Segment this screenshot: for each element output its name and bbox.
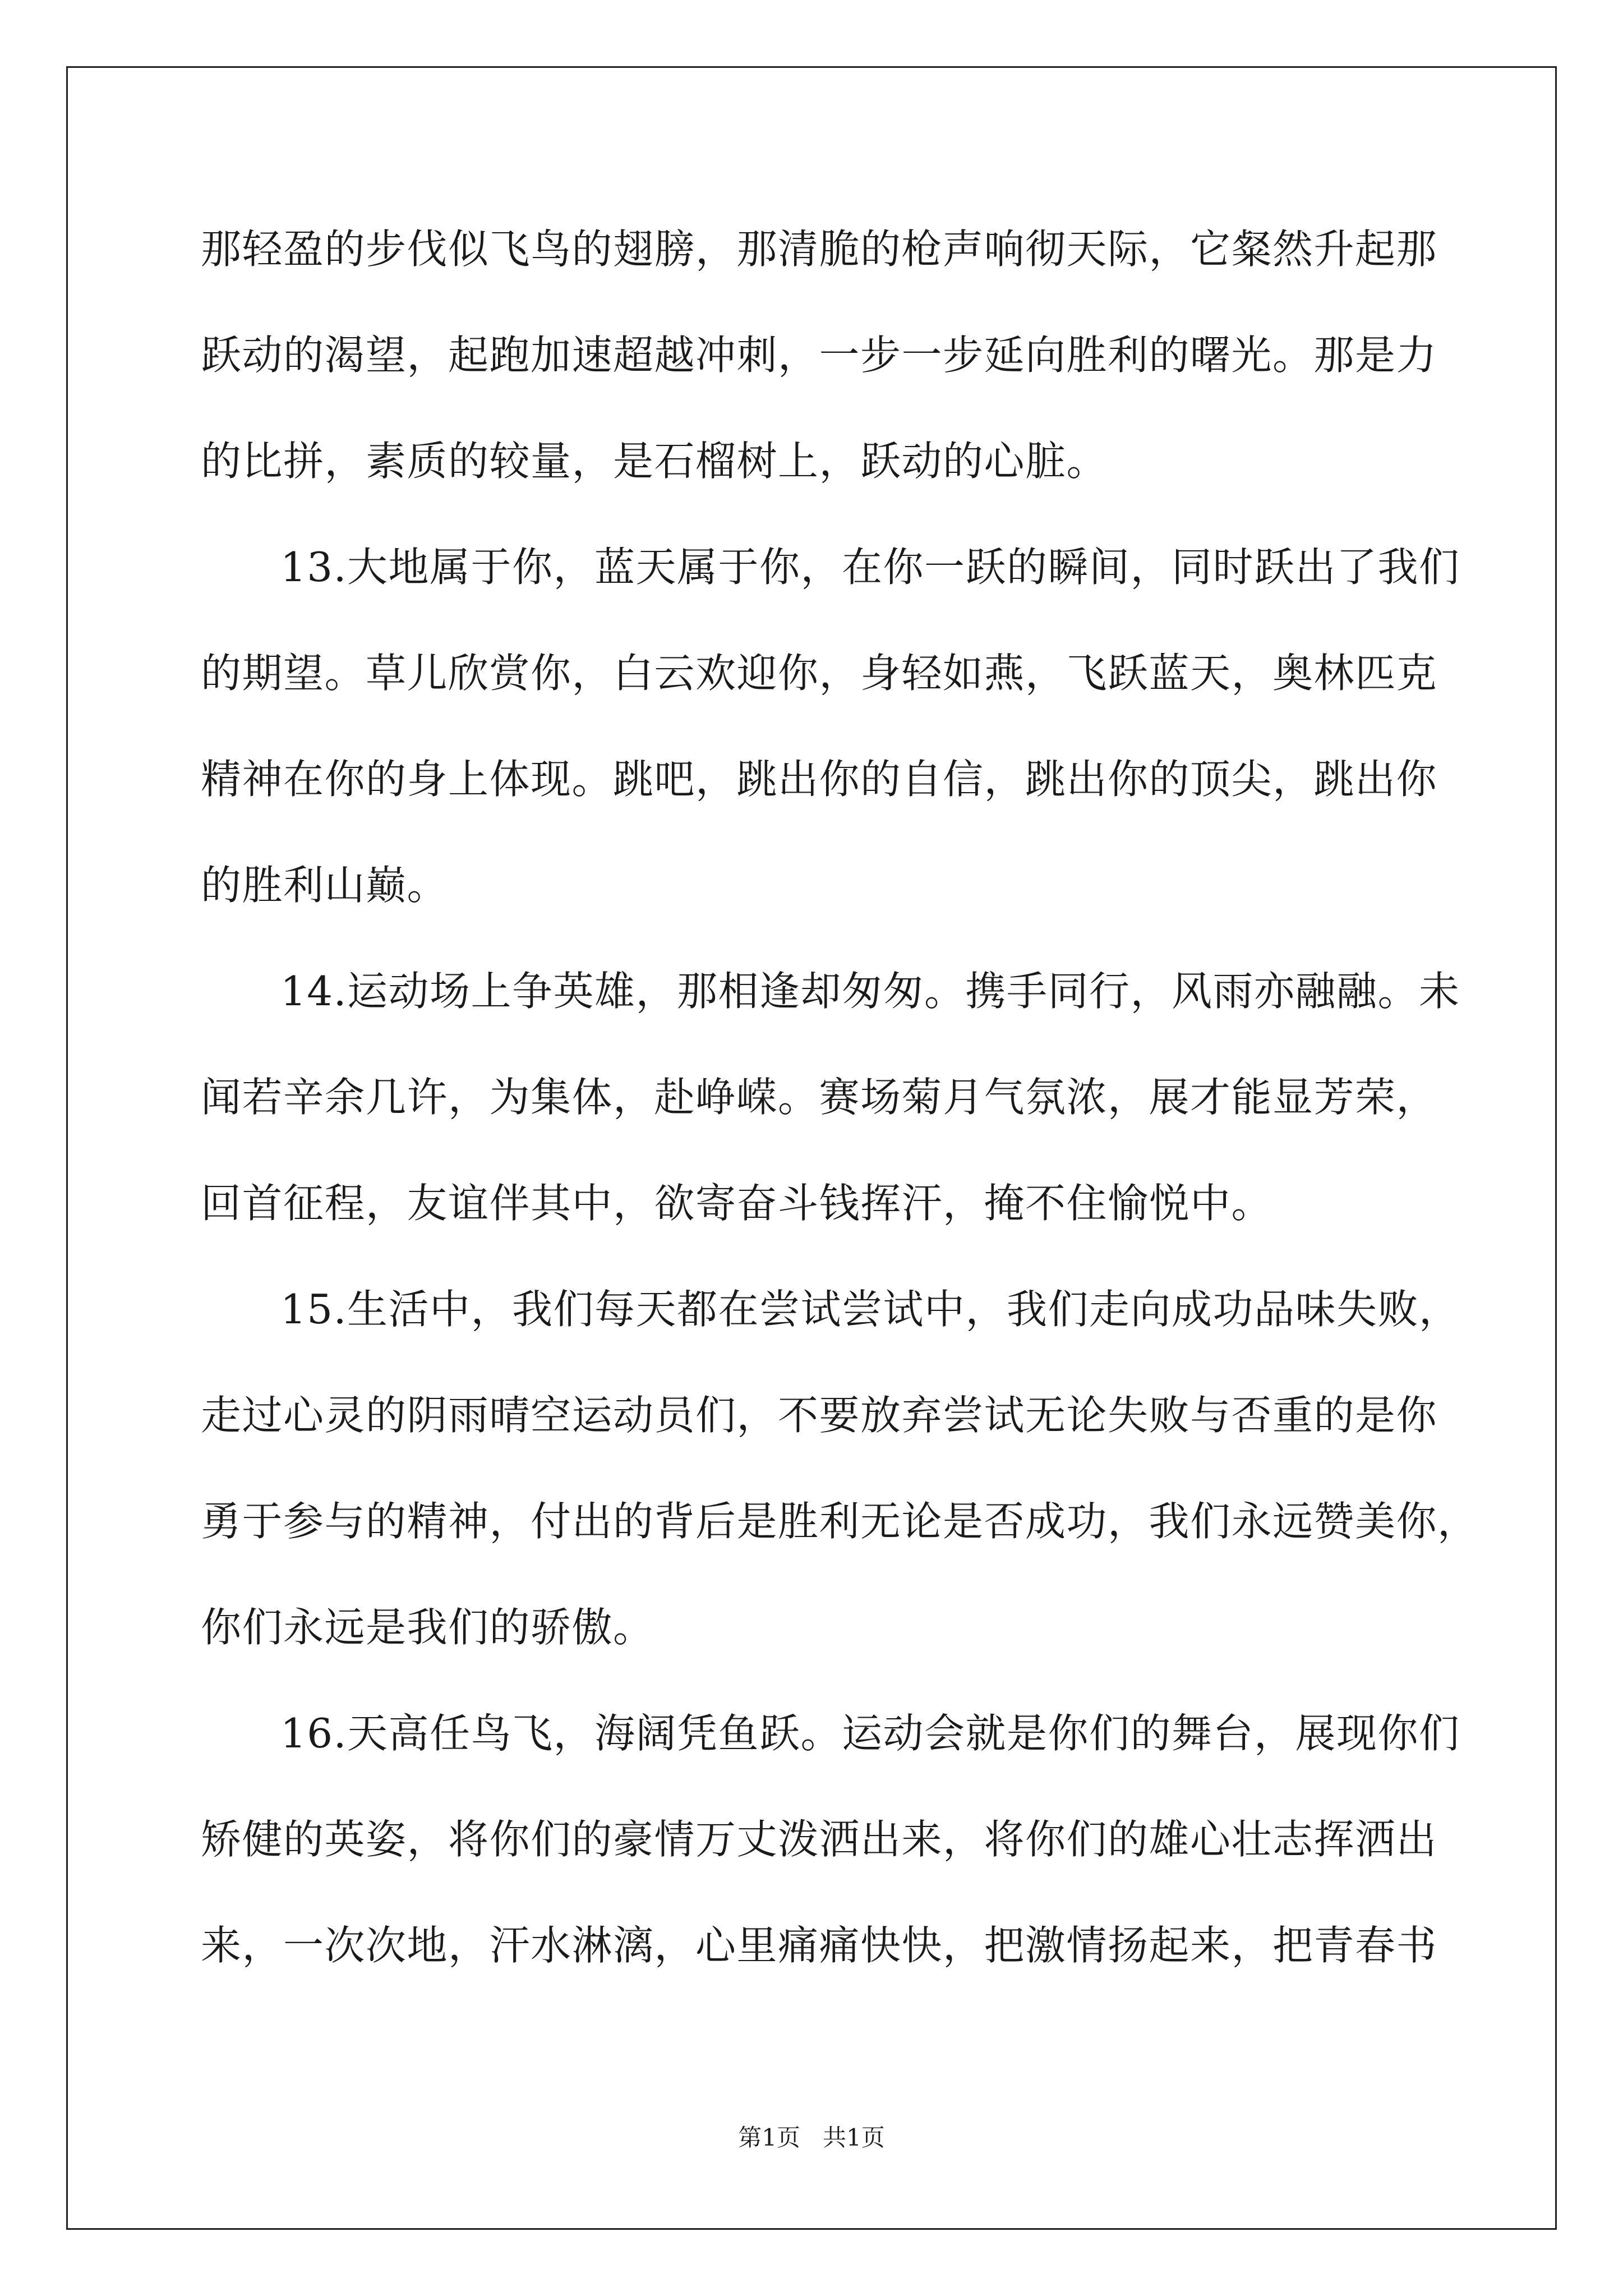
paragraph-14-line: 14.运动场上争英雄，那相逢却匆匆。携手同行，风雨亦融融。未 xyxy=(280,968,1460,1015)
paragraph-16-line: 16.天高任鸟飞，海阔凭鱼跃。运动会就是你们的舞台，展现你们 xyxy=(280,1710,1460,1757)
text-line: 闻若辛余几许，为集体，赴峥嵘。赛场菊月气氛浓，展才能显芳荣， xyxy=(201,1074,1438,1121)
text-line: 的比拼，素质的较量，是石榴树上，跃动的心脏。 xyxy=(201,438,1108,485)
page-border xyxy=(66,66,1557,2230)
text-line: 来，一次次地，汗水淋漓，心里痛痛快快，把激情扬起来，把青春书 xyxy=(201,1922,1438,1969)
text-line: 走过心灵的阴雨晴空运动员们，不要放弃尝试无论失败与否重的是你 xyxy=(201,1392,1438,1439)
text-line: 回首征程，友谊伴其中，欲寄奋斗钱挥汗，掩不住愉悦中。 xyxy=(201,1180,1273,1227)
page-number-footer: 第1页 共1页 xyxy=(738,2124,885,2151)
text-line: 的期望。草儿欣赏你，白云欢迎你，身轻如燕，飞跃蓝天，奥林匹克 xyxy=(201,650,1438,697)
text-line: 精神在你的身上体现。跳吧，跳出你的自信，跳出你的顶尖，跳出你 xyxy=(201,756,1438,803)
paragraph-13-line: 13.大地属于你，蓝天属于你，在你一跃的瞬间，同时跃出了我们 xyxy=(280,544,1460,591)
text-line: 跃动的渴望，起跑加速超越冲刺，一步一步延向胜利的曙光。那是力 xyxy=(201,332,1438,379)
text-line: 你们永远是我们的骄傲。 xyxy=(201,1604,654,1651)
paragraph-15-line: 15.生活中，我们每天都在尝试尝试中，我们走向成功品味失败， xyxy=(280,1286,1460,1333)
text-line: 的胜利山巅。 xyxy=(201,862,449,909)
text-line: 勇于参与的精神，付出的背后是胜利无论是否成功，我们永远赞美你， xyxy=(201,1498,1479,1545)
text-line: 那轻盈的步伐似飞鸟的翅膀，那清脆的枪声响彻天际，它粲然升起那 xyxy=(201,226,1438,273)
text-line: 矫健的英姿，将你们的豪情万丈泼洒出来，将你们的雄心壮志挥洒出 xyxy=(201,1816,1438,1863)
